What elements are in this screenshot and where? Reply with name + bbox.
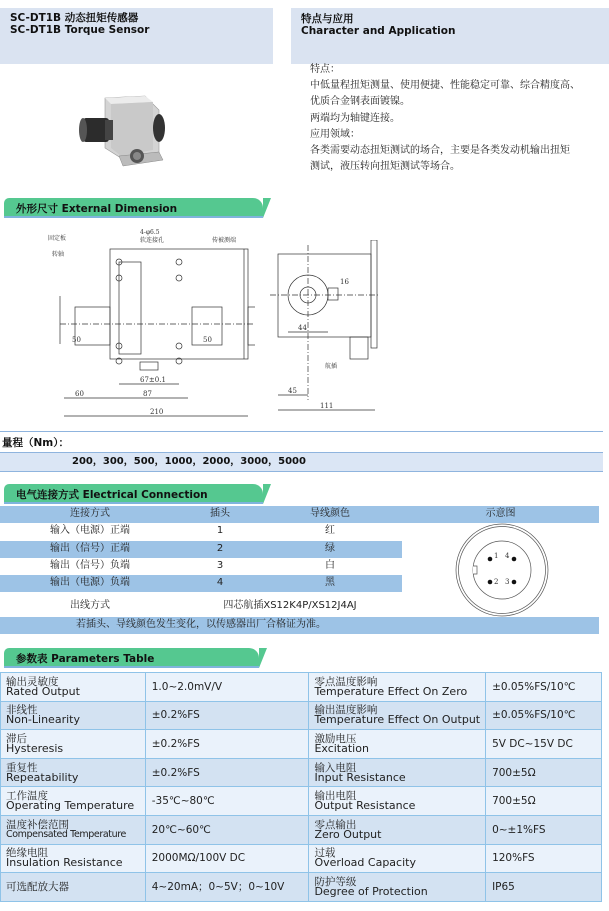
param-name bbox=[309, 701, 486, 730]
parameters-table bbox=[0, 672, 602, 902]
pin-label: 3 bbox=[505, 578, 510, 586]
range-divider bbox=[0, 431, 603, 432]
param-name bbox=[1, 673, 146, 702]
param-name-zh: 重复性 bbox=[6, 761, 38, 774]
col-header-color: 导线颜色 bbox=[310, 508, 350, 519]
connection-color: 绿 bbox=[325, 543, 335, 554]
param-name-en: Zero Output bbox=[314, 827, 382, 841]
param-name-zh: 滞后 bbox=[6, 732, 27, 745]
diagram-header bbox=[402, 506, 599, 523]
param-value: 700±5Ω bbox=[486, 787, 602, 816]
dim-60: 60 bbox=[75, 390, 84, 398]
dim-50-right: 50 bbox=[203, 336, 212, 344]
section-title-box bbox=[291, 8, 609, 64]
table-row bbox=[1, 673, 602, 702]
range-values: 200，300，500，1000，2000，3000，5000 bbox=[0, 452, 603, 472]
pin-label: 2 bbox=[494, 578, 499, 586]
param-name-en: Hysteresis bbox=[6, 741, 64, 755]
param-value: ±0.2%FS bbox=[145, 701, 309, 730]
param-name-en: Rated Output bbox=[6, 684, 80, 698]
connection-pin: 1 bbox=[216, 525, 224, 536]
label-fixed-plate: 固定板 bbox=[48, 235, 67, 242]
param-value: ±0.2%FS bbox=[145, 758, 309, 787]
outlet-row bbox=[0, 598, 402, 615]
features-line: 中低量程扭矩测量、使用便捷、性能稳定可靠、综合精度高、 bbox=[310, 80, 580, 92]
param-name-en: Operating Temperature bbox=[6, 799, 135, 813]
label-measure-end: 传被测端 bbox=[212, 237, 237, 244]
parameters-table-label: 参数表 Parameters Table bbox=[16, 653, 155, 665]
param-value: 0~±1%FS bbox=[486, 815, 602, 844]
param-value: IP65 bbox=[486, 873, 602, 902]
param-name-zh: 输出电阻 bbox=[314, 790, 357, 803]
param-name-en: Temperature Effect On Zero bbox=[314, 684, 468, 698]
param-name-zh: 输出灵敏度 bbox=[6, 675, 59, 688]
features-line: 测试，液压转向扭矩测试等场合。 bbox=[310, 161, 460, 173]
label-holes-note: 软连接孔 bbox=[140, 237, 165, 244]
param-name bbox=[1, 873, 146, 902]
electrical-connection-label: 电气连接方式 Electrical Connection bbox=[16, 489, 208, 501]
connection-mode: 输入（电源）正端 bbox=[50, 525, 130, 536]
connection-mode: 输出（电源）负端 bbox=[50, 577, 130, 588]
connection-row bbox=[0, 558, 402, 575]
table-row bbox=[1, 787, 602, 816]
param-value: ±0.05%FS/10℃ bbox=[486, 673, 602, 702]
param-name bbox=[309, 873, 486, 902]
param-name-zh: 温度补偿范围 bbox=[6, 818, 69, 831]
param-value: 4~20mA；0~5V；0~10V bbox=[145, 873, 309, 902]
dim-16: 16 bbox=[340, 278, 349, 286]
label-shaft: 转轴 bbox=[52, 251, 65, 258]
param-name bbox=[1, 701, 146, 730]
param-name-zh: 防护等级 bbox=[314, 875, 357, 888]
connection-mode: 输出（信号）正端 bbox=[50, 543, 130, 554]
param-value: ±0.2%FS bbox=[145, 730, 309, 759]
product-title-en: SC-DT1B Torque Sensor bbox=[10, 24, 150, 36]
connector-diagram bbox=[452, 522, 552, 618]
external-dimension-label: 外形尺寸 External Dimension bbox=[16, 203, 178, 215]
connection-note: 若插头、导线颜色发生变化，以传感器出厂合格证为准。 bbox=[76, 619, 326, 630]
col-header-pin: 插头 bbox=[210, 508, 230, 519]
param-name-zh: 绝缘电阻 bbox=[6, 847, 48, 860]
param-name-zh: 非线性 bbox=[6, 704, 38, 717]
connection-color: 红 bbox=[325, 525, 335, 536]
electrical-connection-tab bbox=[4, 484, 263, 504]
table-row bbox=[1, 730, 602, 759]
product-photo bbox=[75, 90, 165, 175]
table-row bbox=[1, 844, 602, 873]
param-name bbox=[1, 787, 146, 816]
product-title-box bbox=[0, 8, 273, 64]
outlet-value: 四芯航插XS12K4P/XS12J4AJ bbox=[223, 600, 357, 611]
dim-87: 87 bbox=[143, 390, 152, 398]
param-name-en: Input Resistance bbox=[314, 770, 406, 784]
connection-mode: 输出（信号）负端 bbox=[50, 560, 130, 571]
param-value: 20℃~60℃ bbox=[145, 815, 309, 844]
param-name-zh: 零点输出 bbox=[314, 818, 357, 831]
connection-row bbox=[0, 541, 402, 558]
dim-67: 67±0.1 bbox=[140, 376, 166, 384]
param-name-en: Repeatability bbox=[6, 770, 79, 784]
col-header-mode: 连接方式 bbox=[70, 508, 110, 519]
param-name-zh: 工作温度 bbox=[6, 790, 48, 803]
dim-210: 210 bbox=[150, 408, 164, 416]
features-line: 两端均为轴键连接。 bbox=[310, 112, 400, 124]
param-name bbox=[1, 815, 146, 844]
param-name bbox=[309, 758, 486, 787]
param-name-en: Insulation Resistance bbox=[6, 856, 123, 870]
param-name-zh: 输入电阻 bbox=[314, 761, 357, 774]
dim-50-left: 50 bbox=[72, 336, 81, 344]
param-value: -35℃~80℃ bbox=[145, 787, 309, 816]
param-value: 5V DC~15V DC bbox=[486, 730, 602, 759]
features-line: 特点： bbox=[310, 64, 340, 75]
dim-45: 45 bbox=[288, 387, 297, 395]
param-value: 700±5Ω bbox=[486, 758, 602, 787]
param-name-en: Compensated Temperature bbox=[6, 828, 126, 840]
external-dimension-tab bbox=[4, 198, 263, 218]
param-name bbox=[309, 815, 486, 844]
param-name-zh: 零点温度影响 bbox=[314, 675, 378, 688]
param-name bbox=[1, 730, 146, 759]
param-value: ±0.05%FS/10℃ bbox=[486, 701, 602, 730]
param-name-zh: 可选配放大器 bbox=[6, 880, 69, 893]
table-row bbox=[1, 701, 602, 730]
features-line: 各类需要动态扭矩测试的场合，主要是各类发动机输出扭矩 bbox=[310, 145, 570, 157]
outlet-label: 出线方式 bbox=[70, 600, 110, 611]
pin-label: 1 bbox=[494, 552, 499, 560]
note-row bbox=[0, 617, 599, 634]
table-row bbox=[1, 815, 602, 844]
connection-header-row bbox=[0, 506, 402, 523]
param-name bbox=[1, 758, 146, 787]
param-name-en: Non-Linearity bbox=[6, 713, 80, 727]
param-name-en: Excitation bbox=[314, 741, 369, 755]
table-row bbox=[1, 873, 602, 902]
features-line: 应用领域： bbox=[310, 128, 360, 140]
pin-label: 4 bbox=[505, 552, 510, 560]
connection-row bbox=[0, 575, 402, 592]
param-value: 1.0~2.0mV/V bbox=[145, 673, 309, 702]
connection-color: 白 bbox=[325, 560, 335, 571]
label-holes: 4-φ6.5 bbox=[140, 229, 160, 236]
connection-pin: 3 bbox=[216, 560, 224, 571]
dim-111: 111 bbox=[320, 402, 334, 410]
param-name-en: Overload Capacity bbox=[314, 856, 416, 870]
param-name-zh: 输出温度影响 bbox=[314, 704, 378, 717]
param-value: 120%FS bbox=[486, 844, 602, 873]
features-line: 优质合金钢表面镀镍。 bbox=[310, 96, 410, 108]
connection-pin: 2 bbox=[216, 543, 224, 554]
parameters-table-tab bbox=[4, 648, 259, 668]
param-name bbox=[309, 787, 486, 816]
param-value: 2000MΩ/100V DC bbox=[145, 844, 309, 873]
section-title-en: Character and Application bbox=[301, 25, 456, 37]
param-name-zh: 激励电压 bbox=[314, 732, 357, 745]
param-name bbox=[309, 730, 486, 759]
param-name bbox=[1, 844, 146, 873]
side-view-drawing bbox=[270, 240, 400, 420]
param-name-en: Output Resistance bbox=[314, 799, 416, 813]
table-row bbox=[1, 758, 602, 787]
param-name-en: Degree of Protection bbox=[314, 884, 428, 898]
connection-color: 黑 bbox=[325, 577, 335, 588]
param-name-zh: 过载 bbox=[314, 847, 336, 860]
param-name-en: Temperature Effect On Output bbox=[314, 713, 481, 727]
param-name bbox=[309, 844, 486, 873]
label-connector: 航插 bbox=[325, 363, 338, 370]
section-title-zh: 特点与应用 bbox=[301, 13, 354, 25]
features-text bbox=[310, 62, 609, 175]
front-view-drawing bbox=[40, 226, 255, 422]
range-label: 量程（Nm）： bbox=[2, 437, 69, 449]
col-header-diagram: 示意图 bbox=[485, 508, 516, 519]
param-name bbox=[309, 673, 486, 702]
dim-44: 44 bbox=[298, 324, 307, 332]
connection-row bbox=[0, 523, 402, 540]
connection-pin: 4 bbox=[216, 577, 224, 588]
product-title-zh: SC-DT1B 动态扭矩传感器 bbox=[10, 12, 139, 24]
